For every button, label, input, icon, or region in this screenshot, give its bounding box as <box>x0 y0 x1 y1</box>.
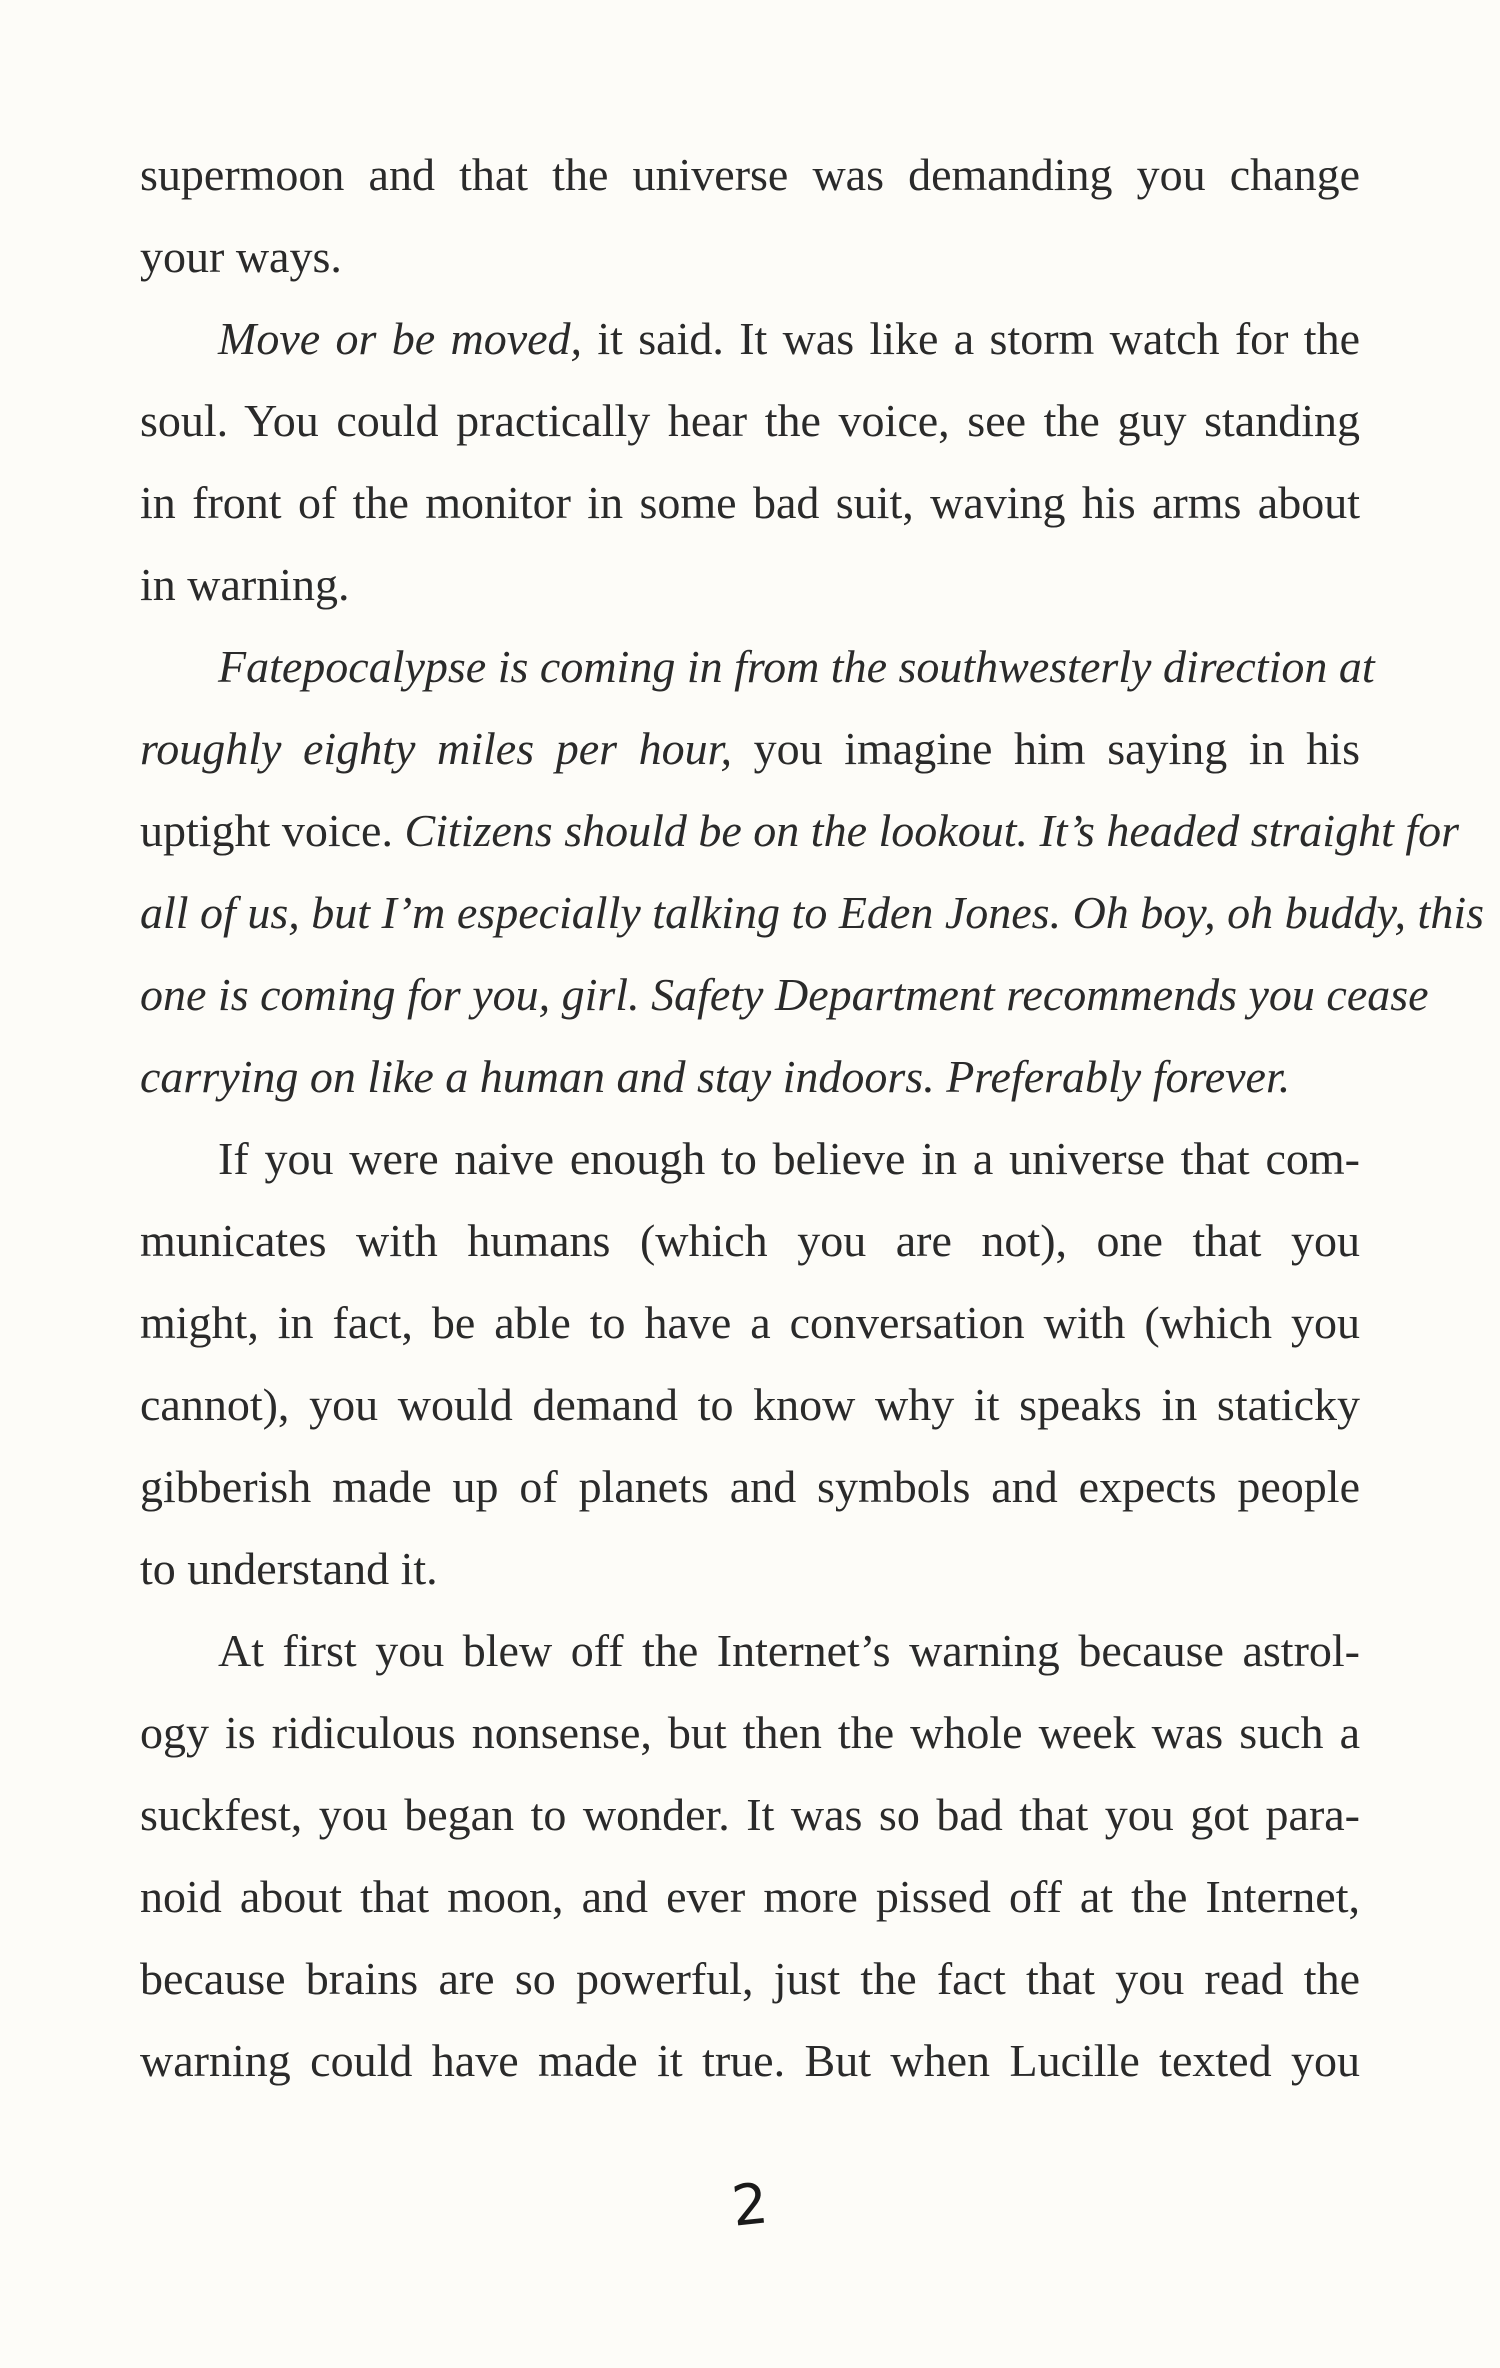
text-segment: roughly eighty miles per hour, <box>140 723 732 774</box>
text-line <box>140 555 1360 615</box>
text-segment: you imagine him saying in his <box>731 723 1360 774</box>
text-segment: carrying on like a human and stay indoors. Preferably forever. <box>140 1051 1291 1102</box>
text-segment: Citizens should be on the lookout. It’s headed straight for <box>404 805 1460 856</box>
text-segment: it said. It was like a storm watch for the <box>582 313 1360 364</box>
text-line <box>140 1867 1360 1927</box>
text-line <box>218 1621 1360 1681</box>
text-segment: your ways. <box>140 231 342 282</box>
text-segment: soul. You could practically hear the voice, see the guy standing <box>140 395 1360 446</box>
text-line <box>140 1539 1360 1599</box>
text-segment: because brains are so powerful, just the fact that you read the <box>140 1953 1360 2004</box>
text-segment: noid about that moon, and ever more pissed off at the Internet, <box>140 1871 1360 1922</box>
text-segment: Move or be moved, <box>218 313 583 364</box>
text-line <box>140 1457 1360 1517</box>
text-line <box>140 719 1360 779</box>
text-line <box>140 227 1360 287</box>
text-segment: all of us, but I’m especially talking to Eden Jones. Oh boy, oh buddy, this <box>140 887 1485 938</box>
text-segment: in front of the monitor in some bad suit, waving his arms about <box>140 477 1360 528</box>
text-line <box>140 1211 1360 1271</box>
text-line <box>140 145 1360 205</box>
text-line <box>140 1785 1360 1845</box>
text-line <box>218 1129 1360 1189</box>
text-segment: municates with humans (which you are not), one that you <box>140 1215 1360 1266</box>
text-line <box>140 1293 1360 1353</box>
text-line <box>218 637 1375 697</box>
text-segment: Fatepocalypse is coming in from the southwesterly direction at <box>218 641 1375 692</box>
page-number: 2 <box>728 2171 772 2240</box>
text-line <box>140 1047 1360 1107</box>
text-segment: At first you blew off the Internet’s warning because astrol- <box>218 1625 1360 1676</box>
text-line <box>140 801 1460 861</box>
text-segment: uptight voice. <box>140 805 405 856</box>
text-line <box>140 2031 1360 2091</box>
text-segment: one is coming for you, girl. Safety Department recommends you cease <box>140 969 1429 1020</box>
text-segment: might, in fact, be able to have a conversation with (which you <box>140 1297 1360 1348</box>
text-segment: ogy is ridiculous nonsense, but then the whole week was such a <box>140 1707 1360 1758</box>
text-segment: suckfest, you began to wonder. It was so bad that you got para- <box>140 1789 1360 1840</box>
text-line <box>140 1375 1360 1435</box>
text-segment: cannot), you would demand to know why it speaks in staticky <box>140 1379 1360 1430</box>
text-line <box>140 473 1360 533</box>
text-segment: supermoon and that the universe was demanding you change <box>140 149 1360 200</box>
text-line <box>140 965 1429 1025</box>
text-segment: to understand it. <box>140 1543 438 1594</box>
text-segment: gibberish made up of planets and symbols and expects people <box>140 1461 1360 1512</box>
text-segment: If you were naive enough to believe in a universe that com- <box>218 1133 1360 1184</box>
text-line <box>218 309 1360 369</box>
text-segment: in warning. <box>140 559 350 610</box>
text-line <box>140 883 1485 943</box>
text-line <box>140 391 1360 451</box>
text-line <box>140 1949 1360 2009</box>
text-segment: warning could have made it true. But when Lucille texted you <box>140 2035 1360 2086</box>
text-line <box>140 1703 1360 1763</box>
